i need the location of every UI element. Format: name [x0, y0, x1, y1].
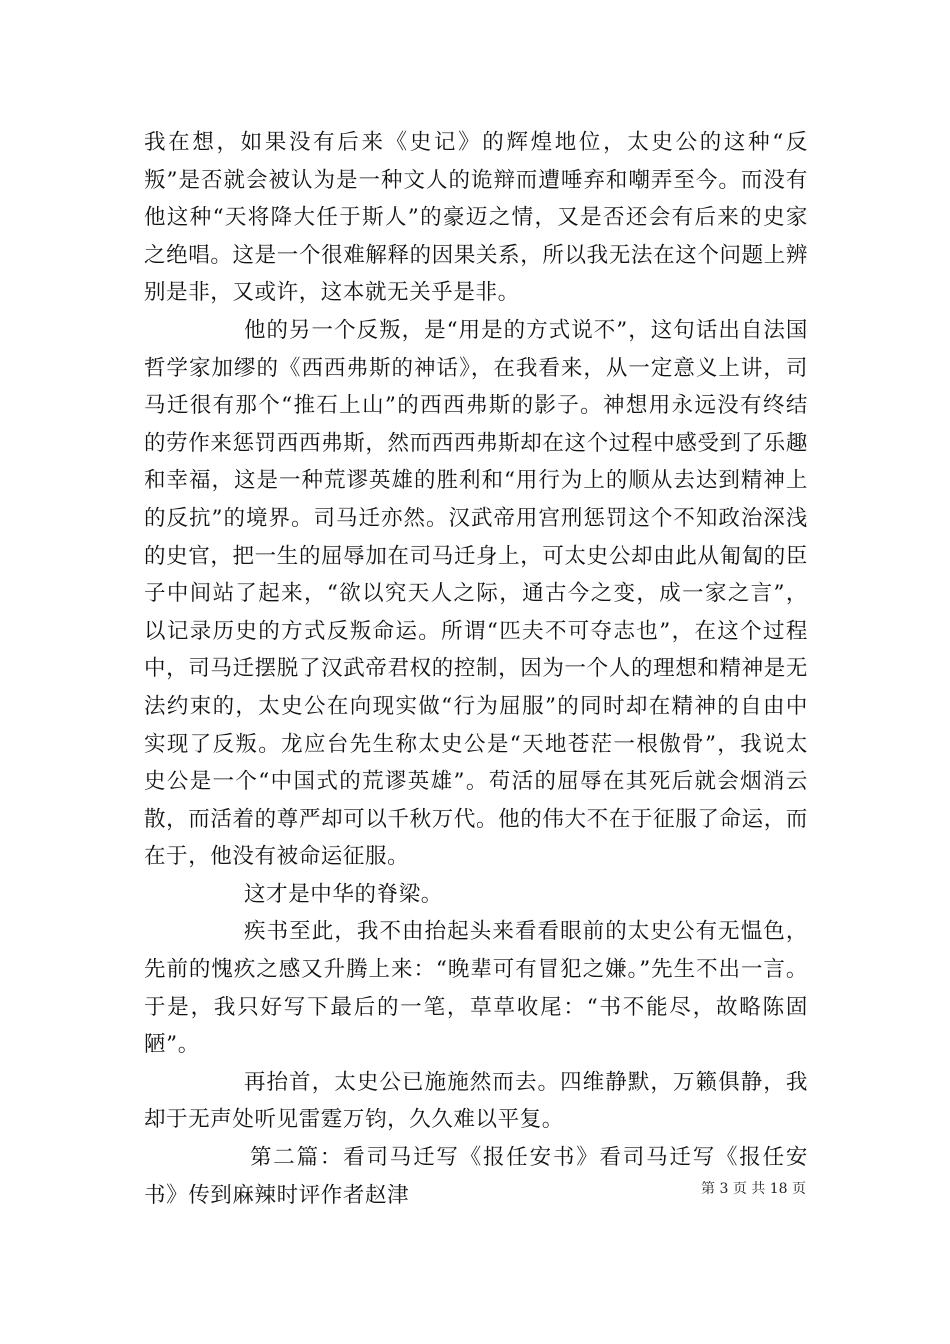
paragraph-3: 这才是中华的脊梁。 [244, 881, 443, 907]
paragraph-5: 再抬首，太史公已施施然而去。四维静默，万籁俱静，我却于无声处听见雷霆万钧，久久难以平复。 [144, 1069, 808, 1133]
paragraph-2: 他的另一个反叛，是“用是的方式说不”，这句话出自法国哲学家加缪的《西西弗斯的神话》，在我看来，从一定意义上讲，司马迁很有那个“推石上山”的西西弗斯的影子。神想用永远没有终结的劳作来惩罚西西弗斯，然而西西弗斯却在这个过程中感受到了乐趣和幸福，这是一种荒谬英雄的胜利和“用行为上的顺从去达到精神上的反抗”的境界。司马迁亦然。汉武帝用宫刑惩罚这个不知政治深浅的史官，把一生的屈辱加在司马迁身上，可太史公却由此从匍匐的臣子中间站了起来，“欲以究天人之际，通古今之变，成一家之言”，以记录历史的方式反叛命运。所谓“匹夫不可夺志也”，在这个过程中，司马迁摆脱了汉武帝君权的控制，因为一个人的理想和精神是无法约束的，太史公在向现实做“行为屈服”的同时却在精神的自由中实现了反叛。龙应台先生称太史公是“天地苍茫一根傲骨”，我说太史公是一个“中国式的荒谬英雄”。苟活的屈辱在其死后就会烟消云散，而活着的尊严却可以千秋万代。他的伟大不在于征服了命运，而在于，他没有被命运征服。 [144, 317, 808, 870]
document-body [144, 124, 808, 1214]
page-number: 第 3 页 共 18 页 [701, 1181, 806, 1197]
section-heading: 第二篇：看司马迁写《报任安书》看司马迁写《报任安书》传到麻辣时评作者赵津 [144, 1145, 808, 1208]
paragraph-4: 疾书至此，我不由抬起头来看看眼前的太史公有无愠色，先前的愧疚之感又升腾上来：“晚辈可有冒犯之嫌。”先生不出一言。于是，我只好写下最后的一笔，草草收尾：“书不能尽，故略陈固陋”。 [144, 919, 808, 1058]
paragraph-1: 我在想，如果没有后来《史记》的辉煌地位，太史公的这种“反叛”是否就会被认为是一种文人的诡辩而遭唾弃和嘲弄至今。而没有他这种“天将降大任于斯人”的豪迈之情，又是否还会有后来的史家之绝唱。这是一个很难解释的因果关系，所以我无法在这个问题上辨别是非，又或许，这本就无关乎是非。 [144, 130, 808, 306]
